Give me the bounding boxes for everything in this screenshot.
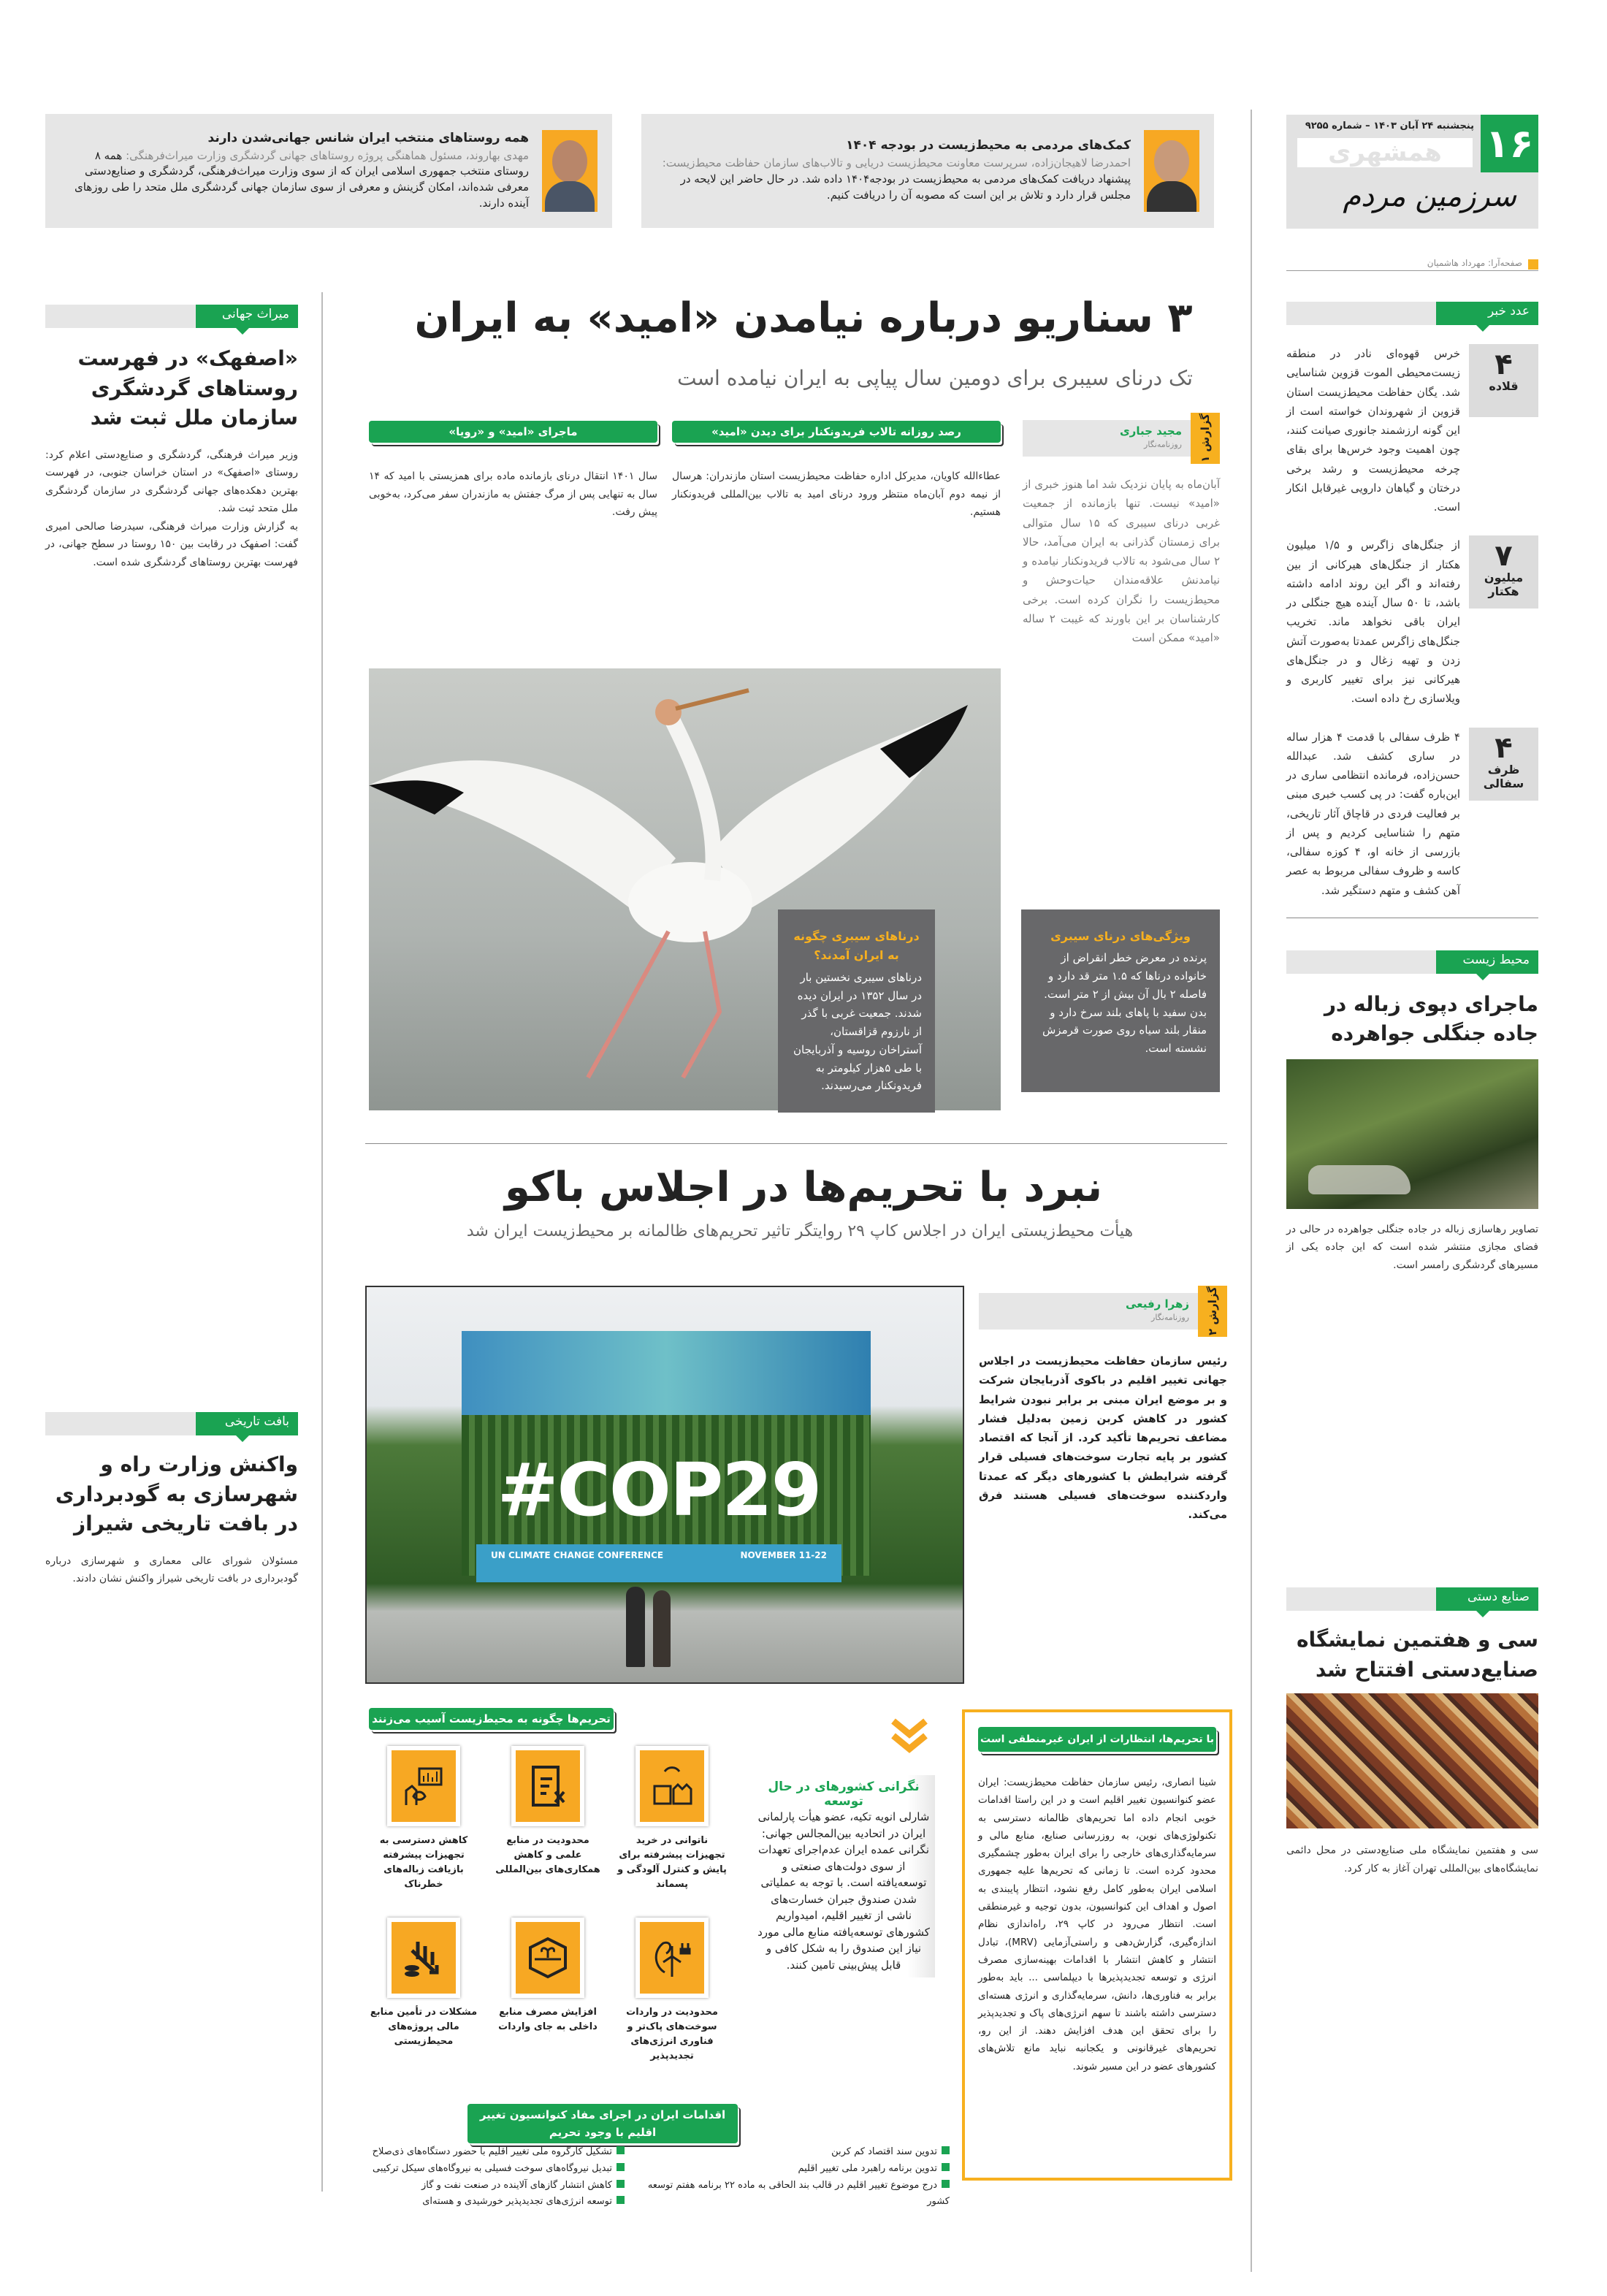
hand-chart-leaf-icon: [402, 1764, 446, 1808]
number-item: [1286, 535, 1538, 708]
sub2-text: سال ۱۴۰۱ انتقال درنای بازمانده ماده برای همزیستی با امید که ۱۴ سال به تنهایی پس از مرگ جفتش به مازندران سفر می‌کرد، به‌خوبی پیش رفت.: [369, 470, 658, 518]
number-box: ۴ ظرف سفالی: [1469, 728, 1538, 801]
concern-title: نگرانی کشورهای در حال توسعه: [768, 1780, 920, 1809]
section-tag-label: میراث جهانی: [196, 305, 298, 328]
info-box-title: درناهای سیبری چگونه به ایران آمدند؟: [793, 929, 920, 963]
impact-label: افزایش مصرف منابع داخلی به جای واردات: [498, 2007, 598, 2033]
paper-logo: همشهری: [1297, 138, 1473, 167]
main-subheadline: تک درنای سیبری برای دومین سال پیاپی به ایران نیامده است: [677, 366, 1193, 390]
author-name: زهرا رفیعی: [1126, 1297, 1189, 1311]
main-lead-text: آبان‌ماه به پایان نزدیک شد اما هنوز خبری از «امید» نیست. تنها بازمانده از جمعیت غربی درنای سیبری که ۱۵ سال متوالی برای زمستان گذرانی به ایران می‌آمد، حالا ۲ سال می‌شود به تالاب فریدونکنار نیامده و نیامدنش علاقه‌مندان حیات‌وحش و محیط‌زیست را نگران کرده است. برخی کارشناسان بر این باورند که غیبت ۲ ساله «امید» ممکن است: [1023, 478, 1220, 644]
banner-text: UN CLIMATE CHANGE CONFERENCE: [491, 1550, 664, 1560]
section-tag-label: صنایع دستی: [1436, 1587, 1538, 1611]
number-box: ۷ میلیون هکتار: [1469, 535, 1538, 609]
left-column-fabric: [45, 1412, 298, 1588]
subhead-bar: رصد روزانه تالاب فریدونکنار برای دیدن «امید»: [672, 421, 1001, 443]
infographic-title: تحریم‌ها چگونه به محیط‌زیست آسیب می‌زنند: [369, 1708, 614, 1730]
impact-label: کاهش دسترسی به تجهیزات پیشرفته بازیافت زباله‌های خطرناک: [379, 1835, 468, 1891]
action-item: توسعه انرژی‌های تجدیدپذیر خورشیدی و هسته‌ای: [365, 2194, 625, 2211]
soil-resources-icon: [526, 1936, 570, 1980]
quote-source: احمدرضا لاهیجان‌زاده، سرپرست معاونت محیط‌زیست دریایی و تالاب‌های سازمان حفاظت محیط‌زیست:: [662, 156, 1131, 170]
action-item: تبدیل نیروگاه‌های سوخت فسیلی به نیروگاه‌های سیکل ترکیبی: [365, 2161, 625, 2178]
quote-title: همه روستاهای منتخب ایران شانس جهانی‌شدن دارند: [207, 130, 529, 145]
top-quote-villages: [45, 114, 612, 228]
number-text: از جنگل‌های زاگرس و ۱/۵ میلیون هکتار از جنگل‌های هیرکانی از بین رفته‌اند و اگر این روند ادامه داشته باشد، تا ۵۰ سال آینده هیچ جنگلی در ایران باقی نخواهد ماند. تخریب جنگل‌های زاگرس عمدتا به‌صورت آتش زدن و تهیه زغال و در جنگل‌های هیرکانی نیز برای تغییر کاربری و ویلاسازی رخ داده است.: [1286, 538, 1461, 706]
section-logo: سرزمین مردم: [1343, 180, 1516, 213]
quote-title: کمک‌های مردمی به محیط‌زیست در بودجه ۱۴۰۴: [846, 138, 1131, 153]
column-divider: [321, 292, 323, 2192]
action-item: تشکیل کارگروه ملی تغییر اقلیم با حضور دستگاه‌های ذی‌صلاح: [365, 2144, 625, 2161]
second-lead-text: رئیس سازمان حفاظت محیط‌زیست در اجلاس جهانی تغییر اقلیم در باکوی آذربایجان شرکت و بر موضع ایران مبنی بر برابر نبودن شرایط کشور در کاهش کربن زمین به‌دلیل فشار مضاعف تحریم‌ها تأکید کرد. از آنجا که اقتصاد کشور بر پایه تجارت سوخت‌های فسیلی قرار گرفته شرایطش با کشورهای دیگر که عمدتا واردکننده سوخت‌های فسیلی هستند فرق می‌کند.: [979, 1354, 1227, 1521]
number-item: [1286, 344, 1538, 516]
document-rejected-icon: [526, 1764, 570, 1808]
double-chevron-down-icon: [888, 1717, 931, 1757]
report-badge: [979, 1286, 1227, 1336]
page-number: ۱۶: [1481, 115, 1538, 172]
section-tag-numbers: [1286, 302, 1538, 325]
section-tag-label: محیط زیست: [1436, 950, 1538, 974]
banner-dates: NOVEMBER 11-22: [740, 1550, 827, 1560]
impact-card: [493, 1918, 603, 2034]
crafts-exhibition-photo: [1286, 1693, 1538, 1828]
env-text: تصاویر رهاسازی زباله در جاده جنگلی جواهرده در حالی در فضای مجازی منتشر شده است که این جاده یکی از مسیرهای گردشگری رامسر است.: [1286, 1223, 1538, 1271]
report-badge: [1023, 413, 1220, 463]
right-column-crafts: [1286, 1587, 1538, 1877]
impact-card: [369, 1746, 478, 1893]
divider: [365, 1143, 1227, 1144]
impact-card: [617, 1746, 727, 1893]
falling-finance-icon: [402, 1936, 446, 1980]
forest-road-photo: [1286, 1059, 1538, 1209]
number-text: ۴ ظرف سفالی با قدمت ۴ هزار ساله در ساری کشف شد. عبدالله حسن‌زاده، فرمانده انتظامی ساری در این‌باره گفت: در پی کسب خبری مبنی بر فعالیت فردی در قاچاق آثار تاریخی، متهم را شناسایی کردیم و پس از بازرسی از خانه او، ۴ کوزه سفالی، کاسه و ظروف سفالی مربوط به عصر آهن کشف و متهم دستگیر شد.: [1286, 730, 1460, 897]
top-quote-budget: [641, 114, 1214, 228]
portrait-photo: [542, 130, 598, 212]
issue-date: پنجشنبه ۲۴ آبان ۱۴۰۳ – شماره ۹۲۵۵: [1305, 121, 1474, 131]
fabric-headline: واکنش وزارت راه و شهرسازی به گودبرداری در بافت تاریخی شیراز: [55, 1452, 298, 1536]
number-text: خرس قهوه‌ای نادر در منطقه زیست‌محیطی الموت قزوین شناسایی شد. یگان حفاظت محیط‌زیست استان قزوین از شهروندان خواسته است از این گونه ارزشمند جانوری صیانت کنند، چون اهمیت وجود خرس‌ها برای بقای چرخه محیط‌زیست و رشد برخی درختان و گیاهان دارویی غیرقابل انکار است.: [1286, 347, 1460, 514]
impact-label: محدودیت در واردات سوخت‌های پاک‌تر و فناوری انرژی‌های تجدیدپذیر: [626, 2007, 718, 2062]
second-headline: نبرد با تحریم‌ها در اجلاس باکو: [504, 1164, 1103, 1211]
sanctions-box-text: شینا انصاری، رئیس سازمان حفاظت محیط‌زیست: ایران عضو کنوانسیون تغییر اقلیم است و در این راستا اقدامات خوبی انجام داده اما تحریم‌های ظالمانه دسترسی به تکنولوژی‌های نوین، به روزرسانی صنایع، منابع مالی و سرمایه‌گذاری‌های خارجی را برای ایران به‌طور چشمگیری محدود کرده است. تا زمانی که تحریم‌ها علیه جمهوری اسلامی ایران به‌طور کامل رفع نشود، انتظار پایبندی به اصول و اهداف این کنوانسیون، بدون توجیه و غیرمنطقی است. انتظار می‌رود در کاپ ۲۹، راه‌اندازی نظام اندازه‌گیری، گزارش‌دهی و راستی‌آزمایی (MRV)، تبادل انتشار و کاهش انتشار با اقدامات بهینه‌سازی مصرف انرژی و توسعه تجدیدپذیرها با دیپلماسی ... باید به‌طور برابر به فناوری‌ها، دانش، سرمایه‌گذاری و انرژی هسته‌ای دسترسی داشته باشند تا سهم انرژی‌های پاک و تجدیدپذیر را برای تحقق این هدف افزایش دهند. از این رو، تحریم‌های غیرقانونی و یکجانبه نباید مانع تلاش‌های کشورهای عضو در این مسیر شوند.: [978, 1777, 1216, 2072]
section-tag-heritage: [45, 305, 298, 328]
cop29-sign: #COP29: [497, 1447, 821, 1533]
impact-card: [617, 1918, 727, 2064]
layout-credit: [1286, 259, 1538, 271]
info-box-crane-features: [1021, 909, 1220, 1092]
crafts-text: سی و هفتمین نمایشگاه ملی صنایع‌دستی در محل دائمی نمایشگاه‌های بین‌المللی تهران آغاز به کار کرد.: [1286, 1845, 1538, 1874]
heritage-text: به گزارش وزارت میراث فرهنگی، سیدرضا صالحی امیری گفت: اصفهک در رقابت بین ۱۵۰ روستا در سطح جهانی، در فهرست بهترین روستاهای گردشگری شده است.: [45, 520, 298, 568]
main-headline: ۳ سناریو درباره نیامدن «امید» به ایران: [414, 294, 1193, 342]
subhead-bar: ماجرای «امید» و «رویا»: [369, 421, 657, 443]
crafts-headline: سی و هفتمین نمایشگاه صنایع‌دستی افتتاح شد: [1296, 1628, 1538, 1682]
quote-text: پیشنهاد دریافت کمک‌های مردمی به محیط‌زیست در بودجه۱۴۰۴ داده شد. در حال حاضر این لایحه در مجلس قرار دارد و تلاش بر این است که مصوبه آن را دریافت کنیم.: [680, 172, 1131, 202]
actions-list-right: [635, 2144, 950, 2211]
report-label: گزارش ۲: [1198, 1286, 1227, 1337]
left-column-heritage: [45, 305, 298, 571]
second-subheadline: هیأت محیط‌زیستی ایران در اجلاس کاپ ۲۹ روایتگر تاثیر تحریم‌های ظالمانه بر محیط‌زیست ایران شد: [466, 1222, 1134, 1240]
section-tag-environment: [1286, 950, 1538, 974]
fabric-text: مسئولان شورای عالی معماری و شهرسازی درباره گودبرداری در بافت تاریخی شیراز واکنش نشان دادند.: [45, 1555, 298, 1585]
action-item: درج موضوع تغییر اقلیم در قالب بند الحاقی به ماده ۲۲ برنامه هفتم توسعه کشور: [635, 2178, 950, 2211]
sanctions-box: [962, 1709, 1232, 2181]
number-box: ۴ قلاده: [1469, 344, 1538, 417]
cop29-photo: [365, 1286, 964, 1684]
info-box-text: پرنده در معرض خطر انقراض از خانواده درناها که ۱.۵ متر قد دارد و فاصله ۲ بال آن بیش از ۲ متر است. بدن سفید با پاهای بلند سرخ دارد و منقار بلند سیاه روی صورت قرمزش نشسته است.: [1042, 951, 1207, 1056]
env-headline: ماجرای دپوی زباله در جاده جنگلی جواهرده: [1324, 991, 1538, 1046]
section-tag-label: بافت تاریخی: [196, 1412, 298, 1435]
action-item: تدوین برنامه راهبرد ملی تغییر اقلیم: [635, 2161, 950, 2178]
info-box-text: درناهای سیبری نخستین بار در سال ۱۳۵۲ در ایران دیده شدند. جمعیت غربی با گذر از نارزوم قزاقستان، آستراخان روسیه و آذربایجان با طی ۵هزار کیلومتر به فریدونکنار می‌رسیدند.: [793, 970, 922, 1093]
heritage-headline: «اصفهک» در فهرست روستاهای گردشگری سازمان ملل ثبت شد: [77, 346, 298, 430]
section-tag-label: عدد خبر: [1436, 302, 1538, 325]
concern-note: [752, 1775, 935, 1977]
sub1-text: عطاءالله کاویان، مدیرکل اداره حفاظت محیط‌زیست استان مازندران: هرسال از نیمه دوم آبان‌ماه منتظر ورود درنای امید به تالاب بین‌المللی فریدونکنار هستیم.: [672, 470, 1001, 518]
actions-list-left: [365, 2144, 625, 2211]
layout-credit-text: صفحه‌آرا: مهرداد هاشمیان: [1423, 258, 1522, 268]
author-name: مجید جباری: [1119, 424, 1182, 438]
sanctions-box-title: با تحریم‌ها، انتظارات از ایران غیرمنطقی است: [978, 1727, 1216, 1752]
section-tag-historic-fabric: [45, 1412, 298, 1435]
venue-building: [462, 1331, 871, 1426]
portrait-photo: [1144, 130, 1199, 212]
concern-text: شارلی انویه تکیه، عضو هیأت پارلمانی ایران در اتحادیه بین‌المجالس جهانی: نگرانی عمده ایران عدم‌اجرای تعهدات از سوی دولت‌های صنعتی و توسعه‌یافته است. با توجه به عملیاتی شدن صندوق جبران خسارت‌های ناشی از تغییر اقلیم، امیدواریم کشورهای توسعه‌یافته منابع مالی مورد نیاز این صندوق را به شکل کافی و قابل پیش‌بینی تامین کنند.: [757, 1810, 930, 1972]
author-role: روزنامه‌نگار: [1151, 1313, 1189, 1322]
recycle-factory-icon: [650, 1764, 694, 1808]
credit-marker: [1528, 259, 1538, 270]
pedestrian: [626, 1587, 645, 1667]
actions-title: اقدامات ایران در اجرای مفاد کنوانسیون تغییر اقلیم با وجود تحریم: [467, 2104, 738, 2143]
right-column-top: [1286, 302, 1538, 1274]
impact-label: ناتوانی در خرید تجهیزات پیشرفته برای پایش و کنترل آلودگی و پسماند: [617, 1835, 727, 1891]
conference-banner: [476, 1544, 841, 1582]
quote-text: همه ۸ روستای منتخب جمهوری اسلامی ایران که از سوی وزارت میراث‌فرهنگی، گردشگری و صنایع‌دستی معرفی شده‌اند، امکان گزینش و معرفی از سوی سازمان جهانی گردشگری ملل متحد را طی روزهای آینده دارند.: [74, 148, 529, 210]
report-label: گزارش ۱: [1191, 413, 1220, 464]
impact-label: مشکلات در تأمین منابع مالی پروژه‌های محیط‌زیستی: [370, 2007, 478, 2048]
section-tag-crafts: [1286, 1587, 1538, 1611]
impact-card: [493, 1746, 603, 1877]
impact-label: محدودیت در منابع علمی و کاهش همکاری‌های بین‌المللی: [495, 1835, 600, 1876]
info-box-title: ویژگی‌های درنای سیبری: [1050, 929, 1191, 943]
impact-card: [369, 1918, 478, 2049]
info-box-crane-migration: [778, 909, 935, 1113]
heritage-text: وزیر میراث فرهنگی، گردشگری و صنایع‌دستی اعلام کرد: روستای «اصفهک» در استان خراسان جنوبی، در فهرست بهترین دهکده‌های جهانی گردشگری در سازمان گردشگری ملل متحد ثبت شد.: [45, 449, 298, 515]
wind-turbine-plug-icon: [650, 1936, 694, 1980]
author-role: روزنامه‌نگار: [1144, 440, 1182, 449]
quote-source: مهدی بهاروند، مسئول هماهنگی پروژه روستاهای جهانی گردشگری وزارت میراث‌فرهنگی:: [126, 148, 529, 162]
action-item: کاهش انتشار گازهای آلاینده در صنعت نفت و گاز: [365, 2178, 625, 2194]
pedestrian: [653, 1590, 671, 1667]
number-item: [1286, 728, 1538, 900]
masthead: [1286, 115, 1538, 229]
column-divider: [1251, 110, 1252, 2272]
action-item: تدوین سند اقتصاد کم کربن: [635, 2144, 950, 2161]
